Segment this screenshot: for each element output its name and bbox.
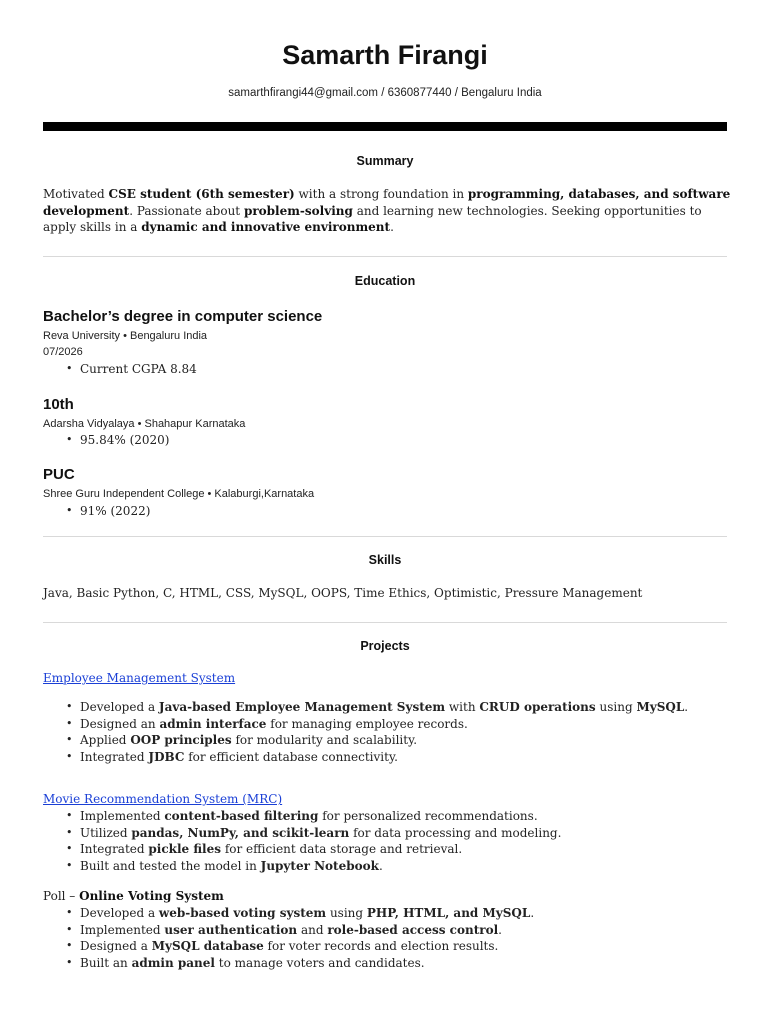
education-institution: Adarsha Vidyalaya • Shahapur Karnataka [43,418,246,430]
education-details [43,361,197,378]
header-divider [43,122,727,131]
summary-text: Motivated CSE student (6th semester) with a strong foundation in programming, databases, and software development. Passionate about problem-solving and learning new technologies. Seeking opportunities to apply skills in a dynamic and innovative environment. [43,187,731,234]
education-degree: PUC [43,466,75,483]
list-item: • 91% (2022) [43,503,150,520]
list-item: • Applied OOP principles for modularity and scalability. [43,732,688,749]
list-item: • Integrated JDBC for efficient database connectivity. [43,749,688,766]
education-date: 07/2026 [43,346,83,358]
education-heading: Education [354,274,416,288]
skills-heading: Skills [368,553,402,567]
education-details [43,432,169,449]
project-details [43,699,688,765]
list-item: • Current CGPA 8.84 [43,361,197,378]
education-degree: Bachelor’s degree in computer science [43,308,323,325]
education-institution: Reva University • Bengaluru India [43,330,208,342]
projects-heading: Projects [360,639,410,653]
list-item: • Developed a web-based voting system using PHP, HTML, and MySQL. [43,905,534,922]
list-item: • Implemented user authentication and role-based access control. [43,922,534,939]
project-details [43,905,534,971]
summary-heading: Summary [356,154,414,168]
candidate-name: Samarth Firangi [282,40,488,70]
list-item: • Integrated pickle files for efficient data storage and retrieval. [43,841,561,858]
list-item: • 95.84% (2020) [43,432,169,449]
list-item: • Designed an admin interface for managing employee records. [43,716,688,733]
list-item: • Built an admin panel to manage voters and candidates. [43,955,534,972]
education-institution: Shree Guru Independent College • Kalaburgi,Karnataka [43,488,315,500]
section-divider [43,622,727,623]
list-item: • Implemented content-based filtering for personalized recommendations. [43,808,561,825]
list-item: • Developed a Java-based Employee Management System with CRUD operations using MySQL. [43,699,688,716]
project-details [43,808,561,874]
education-degree: 10th [43,396,74,413]
list-item: • Utilized pandas, NumPy, and scikit-learn for data processing and modeling. [43,825,561,842]
list-item: • Built and tested the model in Jupyter Notebook. [43,858,561,875]
section-divider [43,536,727,537]
project-title-poll: Poll – Online Voting System [43,889,224,903]
contact-line: samarthfirangi44@gmail.com / 6360877440 / Bengaluru India [228,87,542,99]
skills-text: Java, Basic Python, C, HTML, CSS, MySQL, OOPS, Time Ethics, Optimistic, Pressure Management [43,586,643,600]
list-item: • Designed a MySQL database for voter records and election results. [43,938,534,955]
section-divider [43,256,727,257]
project-link-movie-recommendation[interactable]: Movie Recommendation System (MRC) [43,792,283,806]
project-link-employee-management[interactable]: Employee Management System [43,671,236,685]
education-details [43,503,150,520]
